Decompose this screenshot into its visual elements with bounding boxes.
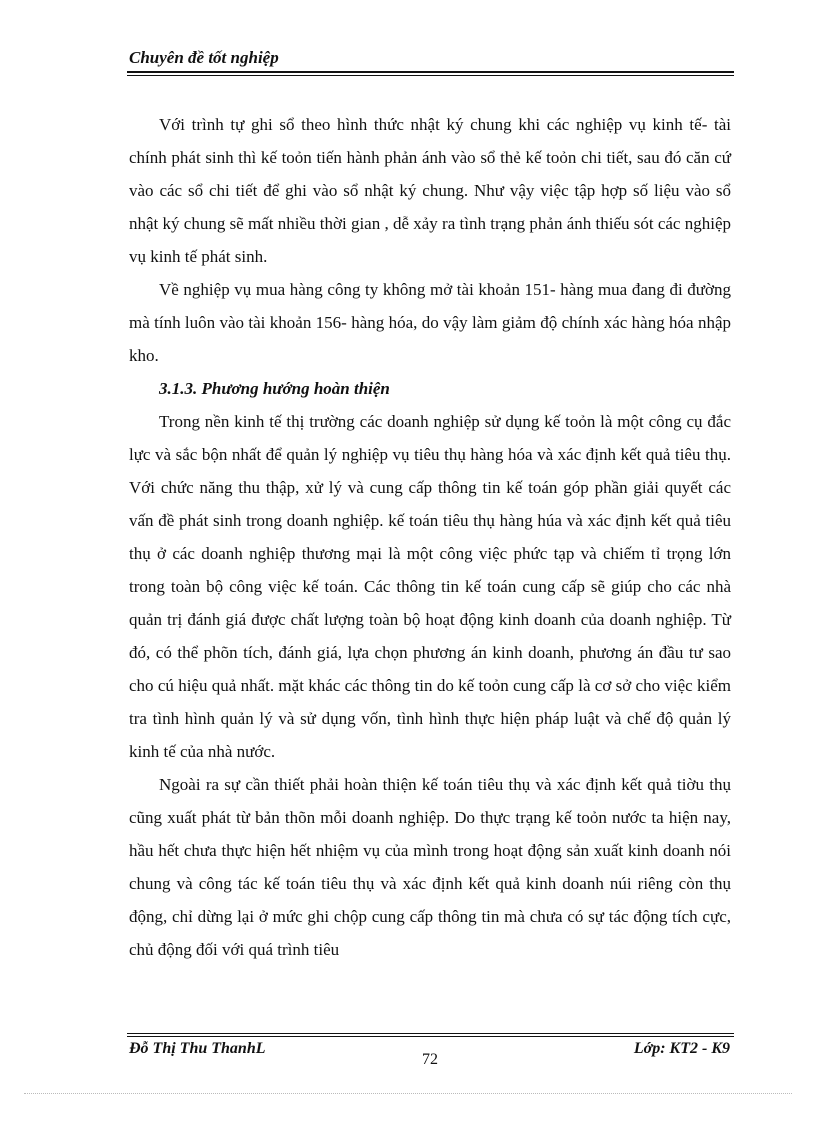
header-title: Chuyên đề tốt nghiệp [129,48,279,67]
footer-author: Đỗ Thị Thu ThanhL [129,1040,266,1057]
footer-divider-top [127,1033,734,1034]
footer-class-label: Lớp: KT2 - K9 [633,1040,730,1057]
document-body [129,108,731,966]
footer-divider-bottom [127,1036,734,1037]
page-bottom-dotted-line [24,1093,792,1094]
section-heading: 3.1.3. Phương hướng hoàn thiện [159,379,390,398]
body-paragraph: Về nghiệp vụ mua hàng công ty không mở tài khoản 151- hàng mua đang đi đường mà tính luôn vào tài khoản 156- hàng hóa, do vậy làm giảm độ chính xác hàng hóa nhập kho. [129,280,731,365]
header-divider-thin [127,75,734,76]
body-paragraph: Với trình tự ghi sổ theo hình thức nhật ký chung khi các nghiệp vụ kinh tế- tài chính phát sinh thì kế toỏn tiến hành phản ánh vào sổ thẻ kế toỏn chi tiết, sau đó căn cứ vào các sổ chi tiết để ghi vào sổ nhật ký chung. Như vậy việc tập hợp số liệu vào sổ nhật ký chung sẽ mất nhiều thời gian , dễ xảy ra tình trạng phản ánh thiếu sót các nghiệp vụ kinh tế phát sinh. [129,115,731,266]
body-paragraph: Ngoài ra sự cần thiết phải hoàn thiện kế toán tiêu thụ và xác định kết quả tiờu thụ cũng xuất phát từ bản thõn mỗi doanh nghiệp. Do thực trạng kế toỏn nước ta hiện nay, hầu hết chưa thực hiện hết nhiệm vụ của mình trong hoạt động sản xuất kinh doanh nói chung và công tác kế toán tiêu thụ và xác định kết quả kinh doanh núi riêng còn thụ động, chỉ dừng lại ở mức ghi chộp cung cấp thông tin mà chưa có sự tác động tích cực, chủ động đối với quá trình tiêu [129,775,731,959]
header-divider-thick [127,71,734,73]
page-number: 72 [422,1051,438,1068]
body-paragraph: Trong nền kinh tế thị trường các doanh nghiệp sử dụng kế toỏn là một công cụ đắc lực và sắc bộn nhất để quản lý nghiệp vụ tiêu thụ hàng hóa và xác định kết quả tiêu thụ. Với chức năng thu thập, xử lý và cung cấp thông tin kế toán góp phần giải quyết các vấn đề phát sinh trong doanh nghiệp. kế toán tiêu thụ hàng húa và xác định kết quả tiêu thụ ở các doanh nghiệp thương mại là một công việc phức tạp và chiếm tỉ trọng lớn trong toàn bộ công việc kế toán. Các thông tin kế toán cung cấp sẽ giúp cho các nhà quản trị đánh giá được chất lượng toàn bộ hoạt động kinh doanh của doanh nghiệp. Từ đó, có thể phõn tích, đánh giá, lựa chọn phương án kinh doanh, phương án đầu tư sao cho cú hiệu quả nhất. mặt khác các thông tin do kế toỏn cung cấp là cơ sở cho việc kiểm tra tình hình quản lý và sử dụng vốn, tình hình thực hiện pháp luật và chế độ quản lý kinh tế của nhà nước. [129,412,731,761]
